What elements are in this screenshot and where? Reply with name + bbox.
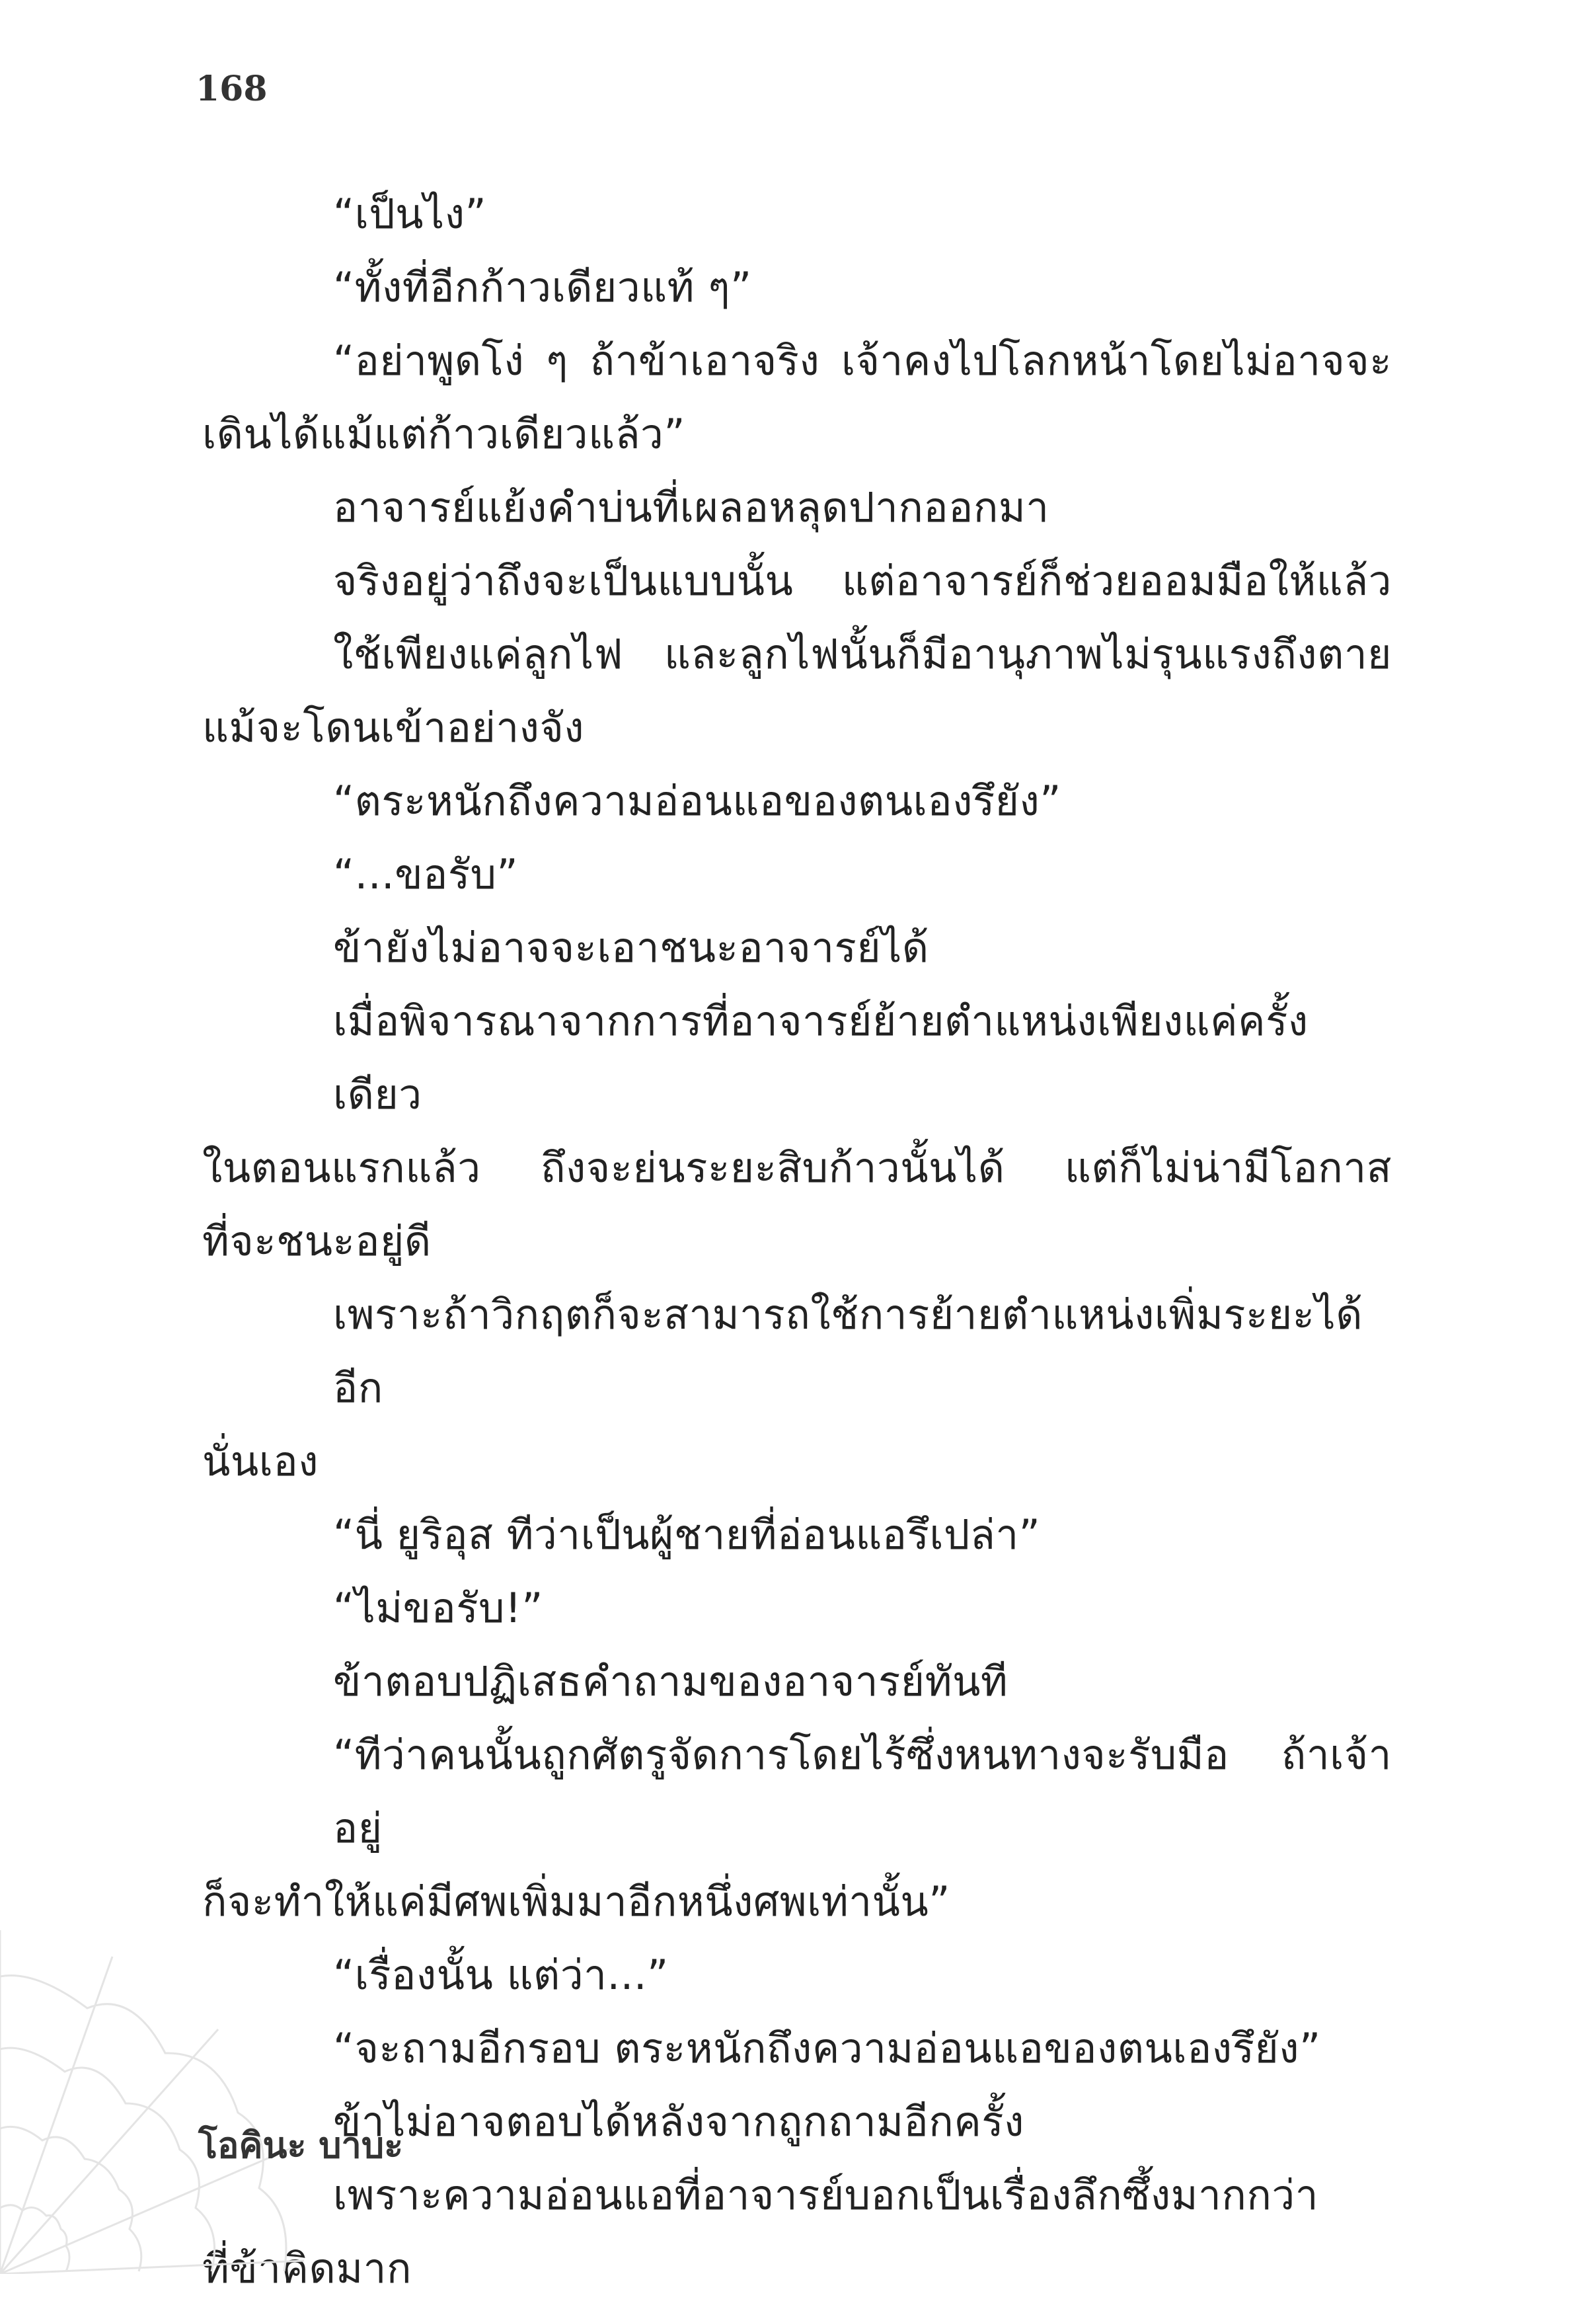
text-line: เพราะความอ่อนแอที่อาจารย์บอกเป็นเรื่องลึกซึ้งมากกว่า [333,2171,1319,2219]
text-line: ที่ข้าคิดมาก [202,2244,412,2292]
text-line: ก็จะทำให้แค่มีศพเพิ่มมาอีกหนึ่งศพเท่านั้น” [202,1877,950,1926]
page-number: 168 [196,69,268,109]
author-name: โอคินะ บาบะ [198,2125,404,2166]
text-line: “ตระหนักถึงความอ่อนแอของตนเองรึยัง” [333,777,1061,825]
text-line: “ทั้งที่อีกก้าวเดียวแท้ ๆ” [333,263,752,311]
text-line: ข้ายังไม่อาจจะเอาชนะอาจารย์ได้ [333,923,929,972]
text-line: นั่นเอง [202,1437,319,1485]
text-line: ข้าตอบปฏิเสธคำถามของอาจารย์ทันที [333,1657,1008,1705]
text-line: ที่จะชนะอยู่ดี [202,1217,432,1265]
body-text [202,177,1392,2305]
text-line: “ไม่ขอรับ!” [333,1584,543,1632]
text-line: “...ขอรับ” [333,850,519,898]
text-line: “จะถามอีกรอบ ตระหนักถึงความอ่อนแอของตนเองรึยัง” [333,2024,1321,2072]
text-line: เดินได้แม้แต่ก้าวเดียวแล้ว” [202,410,685,458]
text-line: “อย่าพูดโง่ ๆ ถ้าข้าเอาจริง เจ้าคงไปโลกหน้าโดยไม่อาจจะ [333,336,1392,385]
text-line: “เรื่องนั้น แต่ว่า...” [333,1951,669,1999]
text-line: เพราะถ้าวิกฤตก็จะสามารถใช้การย้ายตำแหน่งเพิ่มระยะได้อีก [333,1290,1363,1412]
text-line: จริงอยู่ว่าถึงจะเป็นแบบนั้น แต่อาจารย์ก็ช่วยออมมือให้แล้ว [333,557,1392,605]
spider-web-icon [0,1930,304,2274]
text-line: ใช้เพียงแค่ลูกไฟ และลูกไฟนั้นก็มีอานุภาพไม่รุนแรงถึงตาย [333,630,1392,678]
text-line: แม้จะโดนเข้าอย่างจัง [202,703,585,752]
text-line: “ทีว่าคนนั้นถูกศัตรูจัดการโดยไร้ซึ่งหนทางจะรับมือ ถ้าเจ้าอยู่ [333,1731,1392,1852]
text-line: อาจารย์แย้งคำบ่นที่เผลอหลุดปากออกมา [333,483,1049,531]
text-line: “เป็นไง” [333,190,487,238]
text-line: “นี่ ยูริอุส ทีว่าเป็นผู้ชายที่อ่อนแอรึเปล่า” [333,1510,1041,1559]
text-line: ในตอนแรกแล้ว ถึงจะย่นระยะสิบก้าวนั้นได้ แต่ก็ไม่น่ามีโอกาส [202,1144,1392,1192]
text-line: เมื่อพิจารณาจากการที่อาจารย์ย้ายตำแหน่งเพียงแค่ครั้งเดียว [333,997,1309,1118]
text-line: ข้าไม่อาจตอบได้หลังจากถูกถามอีกครั้ง [333,2097,1024,2146]
